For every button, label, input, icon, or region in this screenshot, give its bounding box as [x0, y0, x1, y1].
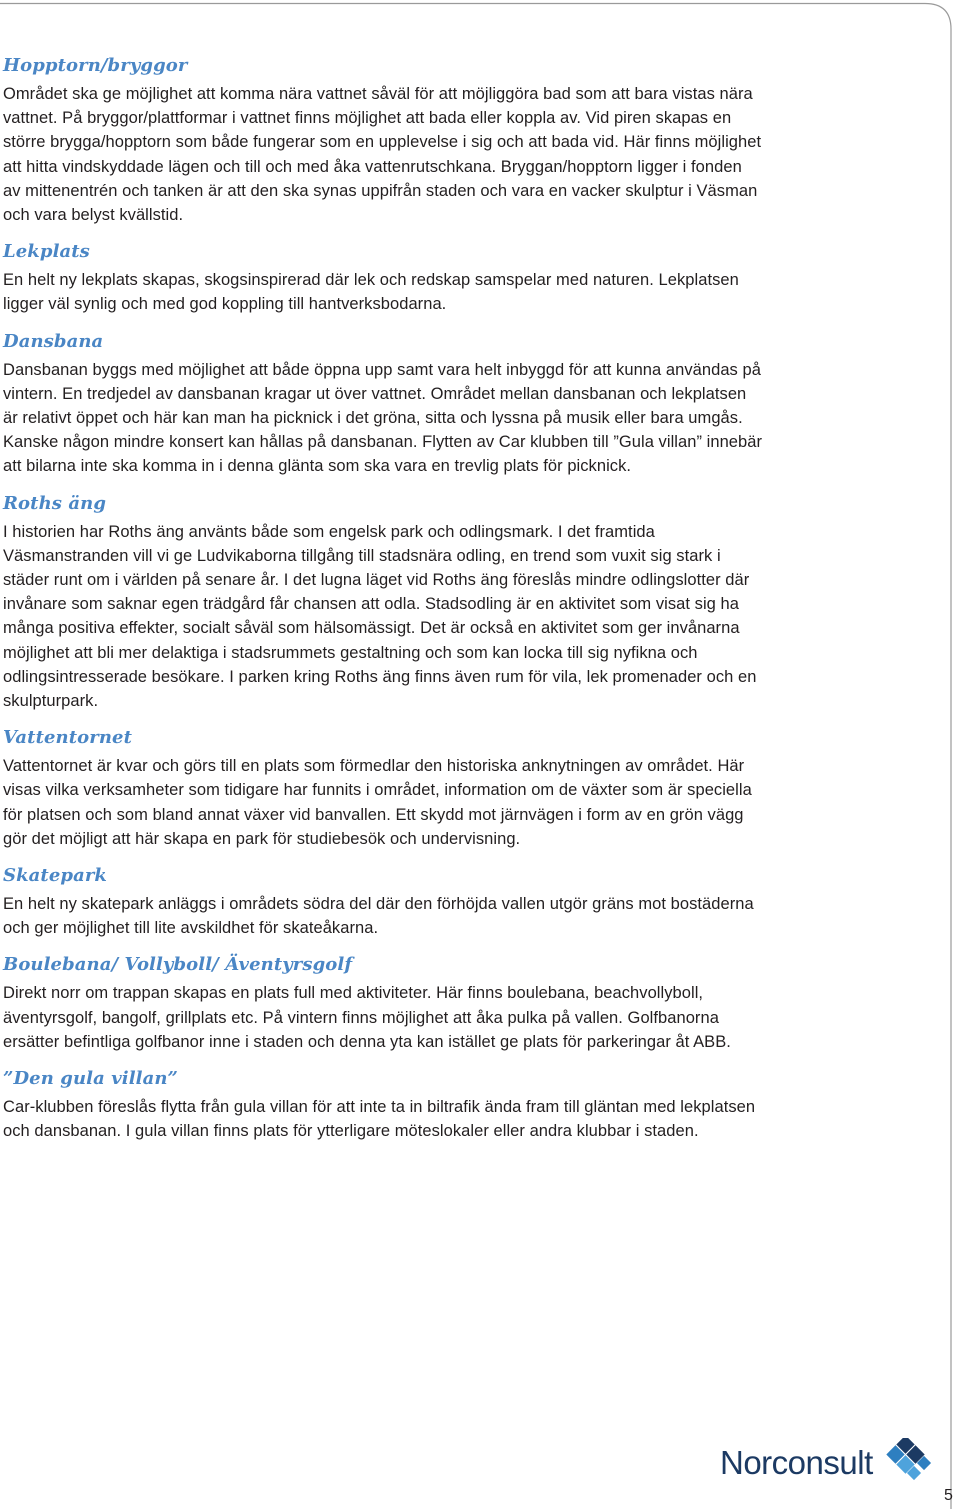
section-paragraph: Direkt norr om trappan skapas en plats full med aktiviteter. Här finns boulebana, beachvollyboll, äventyrsgolf, bangolf, grillplats etc. På vintern finns möjlighet att åka pulka på vallen. Golfbanorna ersätter befintliga golfbanor inne i staden och denna yta kan istället ge plats för parkeringar åt ABB.	[3, 984, 731, 1051]
norconsult-logo	[720, 1438, 936, 1488]
page-number: 5	[944, 1487, 953, 1504]
section-paragraph: Vattentornet är kvar och görs till en plats som förmedlar den historiska anknytningen av området. Här visas vilka verksamheter som tidigare har funnits i området, information om de växter som är speciella för platsen och som bland annat växer vid banvallen. Ett skydd mot järnvägen i form av en grön vägg gör det möjligt att här skapa en park för studiebesök och undervisning.	[3, 757, 752, 848]
section-vattentornet	[3, 726, 763, 851]
section-heading: Skatepark	[3, 865, 108, 887]
section-heading: Dansbana	[3, 330, 104, 352]
section-heading: Vattentornet	[3, 727, 133, 749]
document-body	[3, 54, 763, 1157]
norconsult-diamond-logo-icon	[882, 1438, 932, 1484]
section-heading: Boulebana/ Vollyboll/ Äventyrsgolf	[3, 954, 353, 976]
section-skatepark	[3, 864, 763, 940]
section-heading: ”Den gula villan”	[3, 1068, 178, 1090]
section-heading: Roths äng	[3, 492, 107, 514]
section-heading: Lekplats	[3, 241, 90, 263]
section-paragraph: En helt ny skatepark anläggs i områdets södra del där den förhöjda vallen utgör gräns mot bostäderna och ger möjlighet till lite avskildhet för skateåkarna.	[3, 895, 754, 938]
section-paragraph: I historien har Roths äng använts både som engelsk park och odlingsmark. I det framtida Väsmanstranden vill vi ge Ludvikaborna tillgång till stadsnära odling, en trend som vuxit sig stark i städer runt om i världen på senare år. I det lugna läget vid Roths äng föreslås mindre odlingslotter där invånare som saknar egen trädgård får chansen att odla. Stadsodling är en aktivitet som visat sig ha många positiva effekter, socialt såväl som hälsomässigt. Det är också en aktivitet som ger invånarna möjlighet att bli mer delaktiga i stadsrummets gestaltning och som kan locka till sig nyfikna och odlingsintresserade besökare. I parken kring Roths äng finns även rum för vila, lek promenader och en skulpturpark.	[3, 522, 757, 711]
section-hopptorn-bryggor	[3, 54, 763, 227]
section-lekplats	[3, 240, 763, 316]
section-boulebana	[3, 953, 763, 1054]
section-den-gula-villan	[3, 1067, 763, 1143]
section-paragraph: En helt ny lekplats skapas, skogsinspirerad där lek och redskap samspelar med naturen. Lekplatsen ligger väl synlig och med god koppling till hantverksbodarna.	[3, 271, 739, 314]
section-heading: Hopptorn/bryggor	[3, 55, 188, 76]
logo-wordmark: Norconsult	[720, 1444, 873, 1481]
section-paragraph: Dansbanan byggs med möjlighet att både öppna upp samt vara helt inbyggd för att kunna användas på vintern. En tredjedel av dansbanan kragar ut över vattnet. Området mellan dansbanan och lekplatsen är relativt öppet och här kan man ha picknick i det gröna, sitta och lyssna på musik eller bara umgås. Kanske någon mindre konsert kan hållas på dansbanan. Flytten av Car klubben till ”Gula villan” innebär att bilarna inte ska komma in i denna glänta som ska vara en trevlig plats för picknick.	[3, 360, 763, 476]
section-roths-ang	[3, 492, 763, 714]
section-paragraph: Car-klubben föreslås flytta från gula villan för att inte ta in biltrafik ända fram till gläntan med lekplatsen och dansbanan. I gula villan finns plats för ytterligare möteslokaler eller andra klubbar i staden.	[3, 1098, 756, 1141]
section-dansbana	[3, 330, 763, 479]
section-paragraph: Området ska ge möjlighet att komma nära vattnet såväl för att möjliggöra bad som att bara vistas nära vattnet. På bryggor/plattformar i vattnet finns möjlighet att bada eller koppla av. Vid piren skapas en större brygga/hopptorn som både fungerar som en upplevelse i sig och att bada vid. Här finns möjlighet att hitta vindskyddade lägen och till och med åka vattenrutschkana. Bryggan/hopptorn ligger i fonden av mittenentrén och tanken är att den ska synas uppifrån staden och vara en vacker skulptur i Väsman och vara belyst kvällstid.	[3, 85, 762, 225]
